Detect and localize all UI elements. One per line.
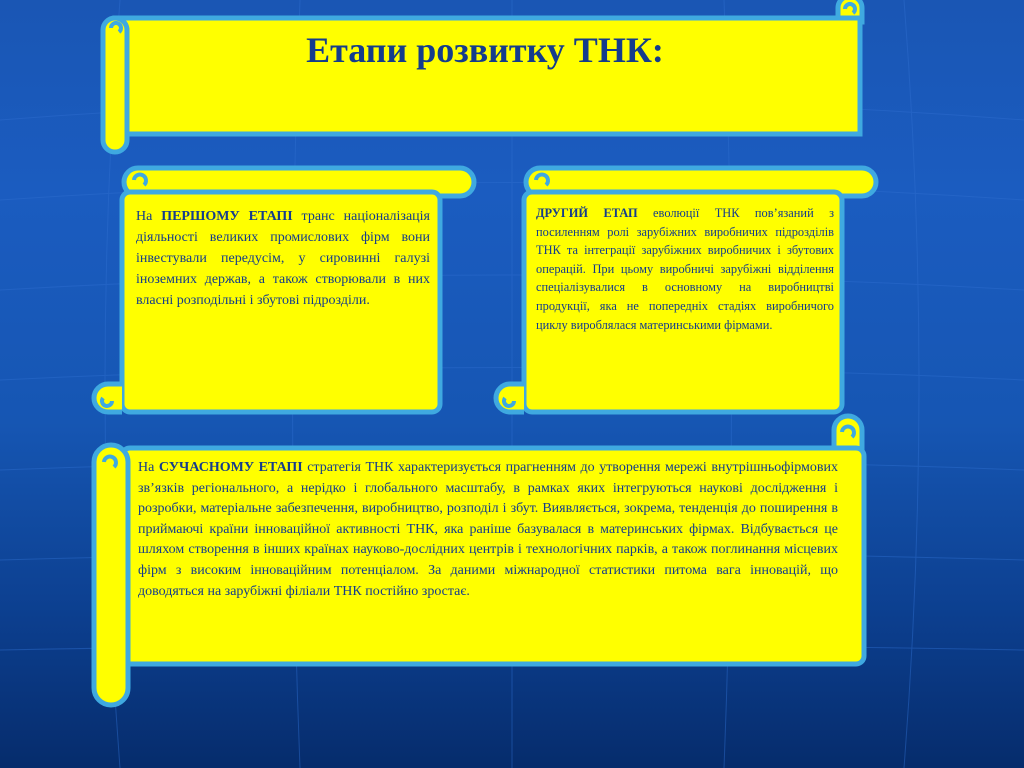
- stage1-prefix: На: [136, 209, 162, 224]
- stage1-body: транс націоналізація діяльності великих промислових фірм вони інвестували передусім, у сировинні галузі іноземних держав, а також створювали в них власні розподільні і збутові підрозділи.: [136, 209, 430, 308]
- stage3-highlight: СУЧАСНОМУ ЕТАПІ: [158, 460, 303, 475]
- stage3-body: стратегія ТНК характеризується прагненням до утворення мережі внутрішньофірмових зв’язків регіонального, а нерідко і глобального масштабу, в рамках яких інтегруються наукові дослідження і розробки, матеріальне забезпечення, виробництво, розподіл і збут. Виявляється, зокрема, тенденція до поширення в приймаючі країни інноваційної активності ТНК, яка раніше базувалася в материнських фірмах. Відбувається це шляхом створення в інших країнах науково-дослідних центрів і технологічних парків, а також поглинання місцевих фірм з високим інноваційним потенціалом. За даними міжнародної статистики питома вага інновацій, що доводяться на зарубіжні філіали ТНК постійно зростає.: [138, 460, 838, 599]
- stage2-highlight: ДРУГИЙ ЕТАП: [536, 206, 638, 220]
- stage3-text: [138, 458, 838, 602]
- stage2-body: еволюції ТНК пов’язаний з посиленням ролі зарубіжних виробничих підрозділів ТНК та інтеграції зарубіжних виробничих і збутових операцій. При цьому виробничі зарубіжні відділення спеціалізувалися в основному на виробництві продукції, яка не попередніх стадіях виробничого циклу вироблялася материнськими фірмами.: [536, 206, 834, 332]
- stage3-prefix: На: [138, 460, 159, 475]
- stage1-highlight: ПЕРШОМУ ЕТАПІ: [161, 209, 293, 224]
- page-title: Етапи розвитку ТНК:: [306, 30, 664, 70]
